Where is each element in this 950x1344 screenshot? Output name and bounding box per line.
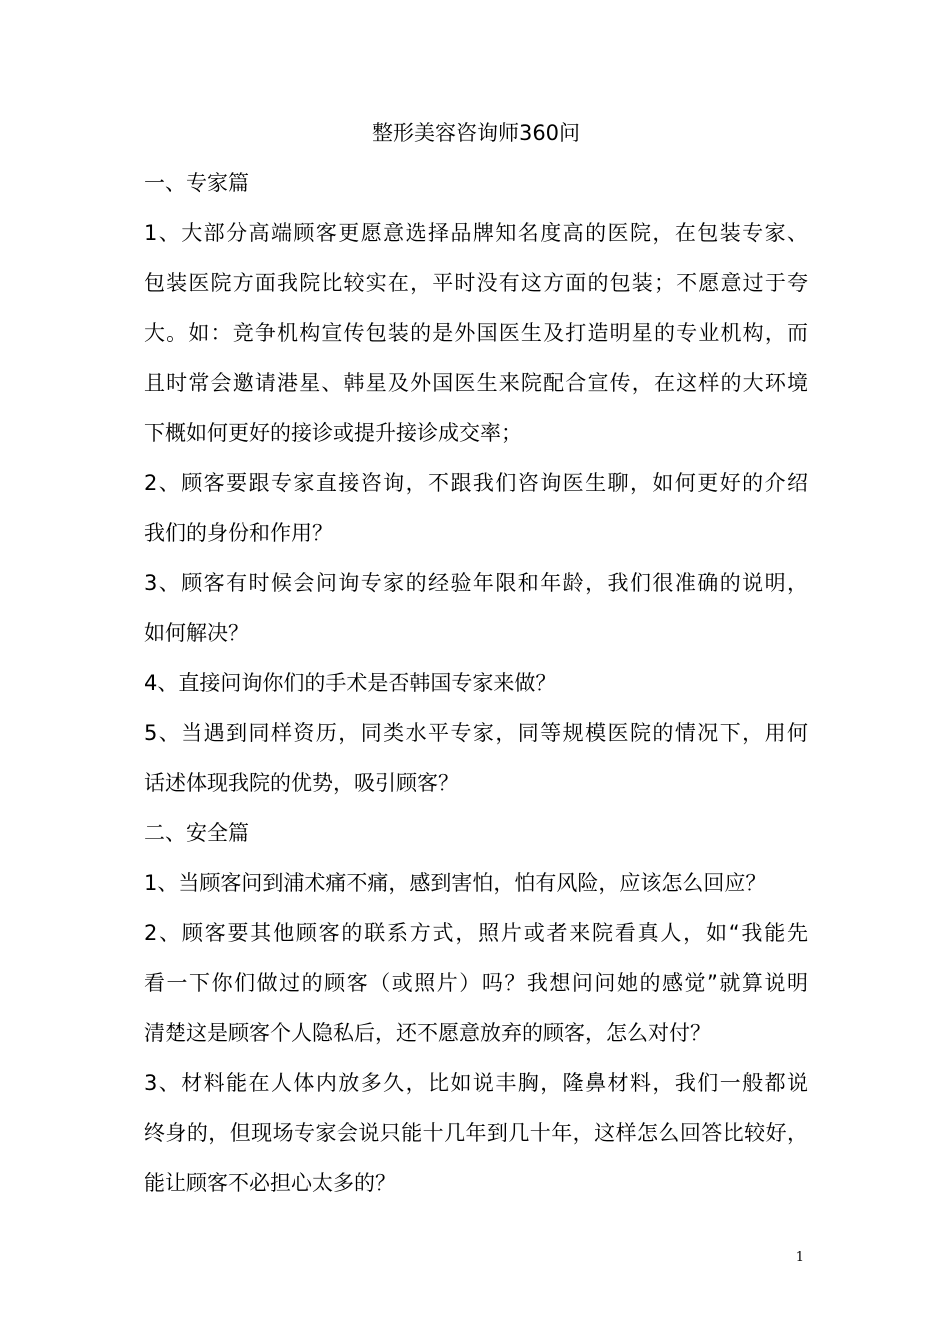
- page-content: [144, 108, 808, 1208]
- question-line: 能让顾客不必担心太多的？: [144, 1171, 396, 1195]
- question-line: 3、材料能在人体内放多久，比如说丰胸，隆鼻材料，我们一般都说: [144, 1071, 808, 1095]
- question-line: 我们的身份和作用？: [144, 521, 333, 545]
- section-heading-safety: 二、安全篇: [144, 821, 249, 845]
- question-line: 话述体现我院的优势，吸引顾客？: [144, 771, 459, 795]
- question-line: 3、顾客有时候会问询专家的经验年限和年龄，我们很准确的说明，: [144, 571, 808, 595]
- page-number: 1: [795, 1250, 804, 1265]
- question-line: 如何解决？: [144, 621, 249, 645]
- question-line: 下概如何更好的接诊或提升接诊成交率；: [144, 421, 522, 445]
- question-line: 清楚这是顾客个人隐私后，还不愿意放弃的顾客，怎么对付？: [144, 1021, 711, 1045]
- question-line: 包装医院方面我院比较实在，平时没有这方面的包装；不愿意过于夸: [144, 271, 808, 295]
- question-line: 看一下你们做过的顾客（或照片）吗？我想问问她的感觉”就算说明: [144, 971, 808, 995]
- document-title: 整形美容咨询师360问: [371, 121, 581, 145]
- question-line: 1、大部分高端顾客更愿意选择品牌知名度高的医院，在包装专家、: [144, 221, 808, 245]
- section-heading-experts: 一、专家篇: [144, 171, 249, 195]
- question-line: 2、顾客要其他顾客的联系方式，照片或者来院看真人，如“我能先: [144, 921, 808, 945]
- question-line: 5、当遇到同样资历，同类水平专家，同等规模医院的情况下，用何: [144, 721, 808, 745]
- question-line: 且时常会邀请港星、韩星及外国医生来院配合宣传，在这样的大环境: [144, 371, 808, 395]
- question-line: 1、当顾客问到浦术痛不痛，感到害怕，怕有风险，应该怎么回应？: [144, 871, 767, 895]
- question-line: 大。如：竞争机构宣传包装的是外国医生及打造明星的专业机构，而: [144, 321, 808, 345]
- question-line: 4、直接问询你们的手术是否韩国专家来做？: [144, 671, 557, 695]
- question-line: 2、顾客要跟专家直接咨询，不跟我们咨询医生聊，如何更好的介绍: [144, 471, 808, 495]
- question-line: 终身的，但现场专家会说只能十几年到几十年，这样怎么回答比较好，: [144, 1121, 808, 1145]
